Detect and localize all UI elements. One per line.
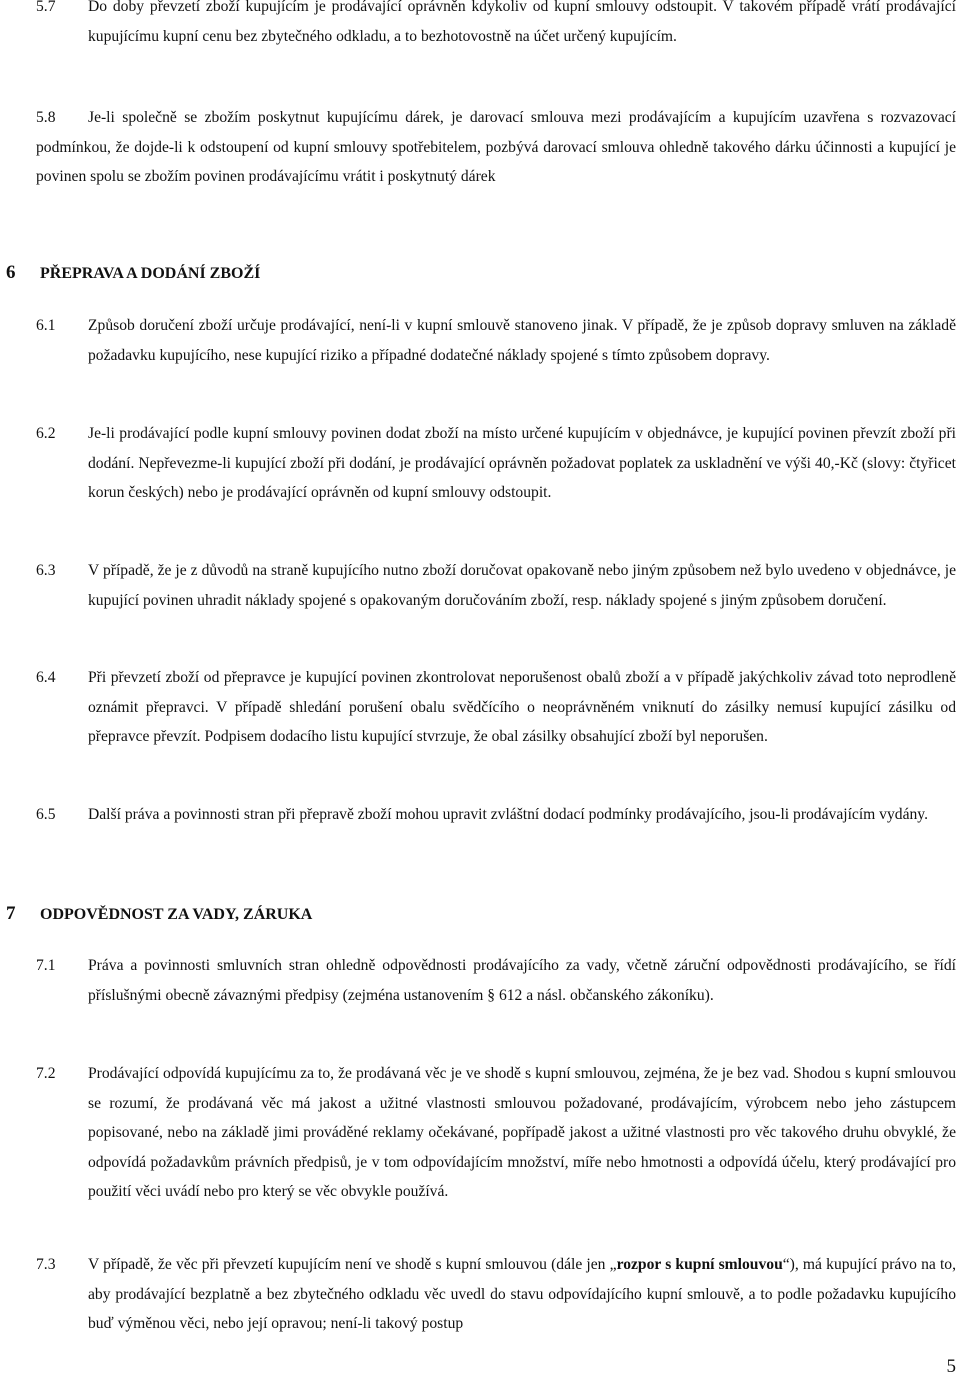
clause-text: Do doby převzetí zboží kupujícím je prodávající oprávněn kdykoliv od kupní smlouvy odstoupit. V takovém případě vrátí prodávající kupujícímu kupní cenu bez zbytečného odkladu, a to bezhotovostně na účet určený kupujícím. xyxy=(88,0,956,45)
clause-6-5 xyxy=(36,800,956,830)
clause-text: 5.8 Je-li společně se zbožím poskytnut kupujícímu dárek, je darovací smlouva mezi prodávajícím a kupujícím uzavřena s rozvazovací podmínkou, že dojde-li k odstoupení od kupní smlouvy spotřebitelem, pozbývá darovací smlouva ohledně takového dárku účinnosti a kupující je povinen spolu se zbožím povinen prodávajícímu vrátit i poskytnutý dárek xyxy=(36,103,956,192)
section-heading-7 xyxy=(6,899,312,929)
section-heading-6 xyxy=(6,258,260,288)
clause-number: 5.7 xyxy=(36,0,56,15)
clause-text: V případě, že věc při převzetí kupujícím není ve shodě s kupní smlouvou (dále jen „rozpor s kupní smlouvou“), má kupující právo na to, aby prodávající bezplatně a bez zbytečného odkladu věc uvedl do stavu odpovídajícího kupní smlouvě, a to podle požadavku kupujícího buď výměnou věci, nebo její opravou; není-li takový postup xyxy=(88,1256,956,1332)
section-title: ODPOVĚDNOST ZA VADY, ZÁRUKA xyxy=(40,906,313,923)
clause-number: 6.5 xyxy=(36,806,56,823)
section-title: PŘEPRAVA A DODÁNÍ ZBOŽÍ xyxy=(40,265,261,282)
clause-text: V případě, že je z důvodů na straně kupujícího nutno zboží doručovat opakovaně nebo jiným způsobem než bylo uvedeno v objednávce, je kupující povinen uhradit náklady spojené s opakovaným doručováním zboží, resp. náklady spojené s jiným způsobem doručení. xyxy=(88,562,956,609)
clause-number: 6.4 xyxy=(36,669,56,686)
clause-number: 7.3 xyxy=(36,1256,56,1273)
clause-number: 5.8 xyxy=(36,109,56,126)
clause-text: Další práva a povinnosti stran při přepravě zboží mohou upravit zvláštní dodací podmínky prodávajícího, jsou-li prodávajícím vydány. xyxy=(88,806,928,823)
clause-number: 6.3 xyxy=(36,562,56,579)
clause-7-3 xyxy=(36,1250,956,1339)
clause-text: Způsob doručení zboží určuje prodávající, není-li v kupní smlouvě stanoveno jinak. V případě, že je způsob dopravy smluven na základě požadavku kupujícího, nese kupující riziko a případné dodatečné náklady spojené s tímto způsobem dopravy. xyxy=(88,317,956,364)
clause-6-4 xyxy=(36,663,956,752)
clause-number: 6.2 xyxy=(36,425,56,442)
clause-text: Práva a povinnosti smluvních stran ohledně odpovědnosti prodávajícího za vady, včetně záruční odpovědnosti prodávajícího, se řídí příslušnými obecně závaznými předpisy (zejména ustanovením § 612 a násl. občanského zákoníku). xyxy=(88,957,956,1004)
clause-number: 7.2 xyxy=(36,1065,56,1082)
clause-text: Prodávající odpovídá kupujícímu za to, že prodávaná věc je ve shodě s kupní smlouvou, zejména, že je bez vad. Shodou s kupní smlouvou se rozumí, že prodávaná věc má jakost a užitné vlastnosti smlouvou požadované, prodávajícím, výrobcem nebo jeho zástupcem popisované, nebo na základě jimi prováděné reklamy očekávané, popřípadě jakost a užitné vlastnosti pro věc takového druhu obvyklé, že odpovídá požadavkům právních předpisů, je v tom odpovídajícím množství, míře nebo hmotnosti a odpovídá účelu, který prodávající pro použití věci uvádí nebo pro který se věc obvykle používá. xyxy=(88,1065,956,1200)
clause-6-2 xyxy=(36,419,956,508)
clause-6-1 xyxy=(36,311,956,370)
clause-7-2 xyxy=(36,1059,956,1207)
section-number: 7 xyxy=(6,903,16,924)
clause-6-3 xyxy=(36,556,956,615)
clause-5-7 xyxy=(36,0,956,51)
clause-7-1 xyxy=(36,951,956,1010)
defined-term: rozpor s kupní smlouvou xyxy=(616,1256,783,1273)
clause-number: 6.1 xyxy=(36,317,56,334)
page-number: 5 xyxy=(946,1356,956,1377)
section-number: 6 xyxy=(6,262,16,283)
clause-text: Při převzetí zboží od přepravce je kupující povinen zkontrolovat neporušenost obalů zboží a v případě jakýchkoliv závad toto neprodleně oznámit přepravci. V případě shledání porušení obalu svědčícího o neoprávněném vniknutí do zásilky nemusí kupující zásilku od přepravce převzít. Podpisem dodacího listu kupující stvrzuje, že obal zásilky obsahující zboží byl neporušen. xyxy=(88,669,956,745)
clause-5-8 xyxy=(36,103,956,192)
clause-number: 7.1 xyxy=(36,957,56,974)
clause-text: Je-li prodávající podle kupní smlouvy povinen dodat zboží na místo určené kupujícím v objednávce, je kupující povinen převzít zboží při dodání. Nepřevezme-li kupující zboží při dodání, je prodávající oprávněn požadovat poplatek za uskladnění ve výši 40,-Kč (slovy: čtyřicet korun českých) nebo je prodávající oprávněn od kupní smlouvy odstoupit. xyxy=(88,425,956,501)
